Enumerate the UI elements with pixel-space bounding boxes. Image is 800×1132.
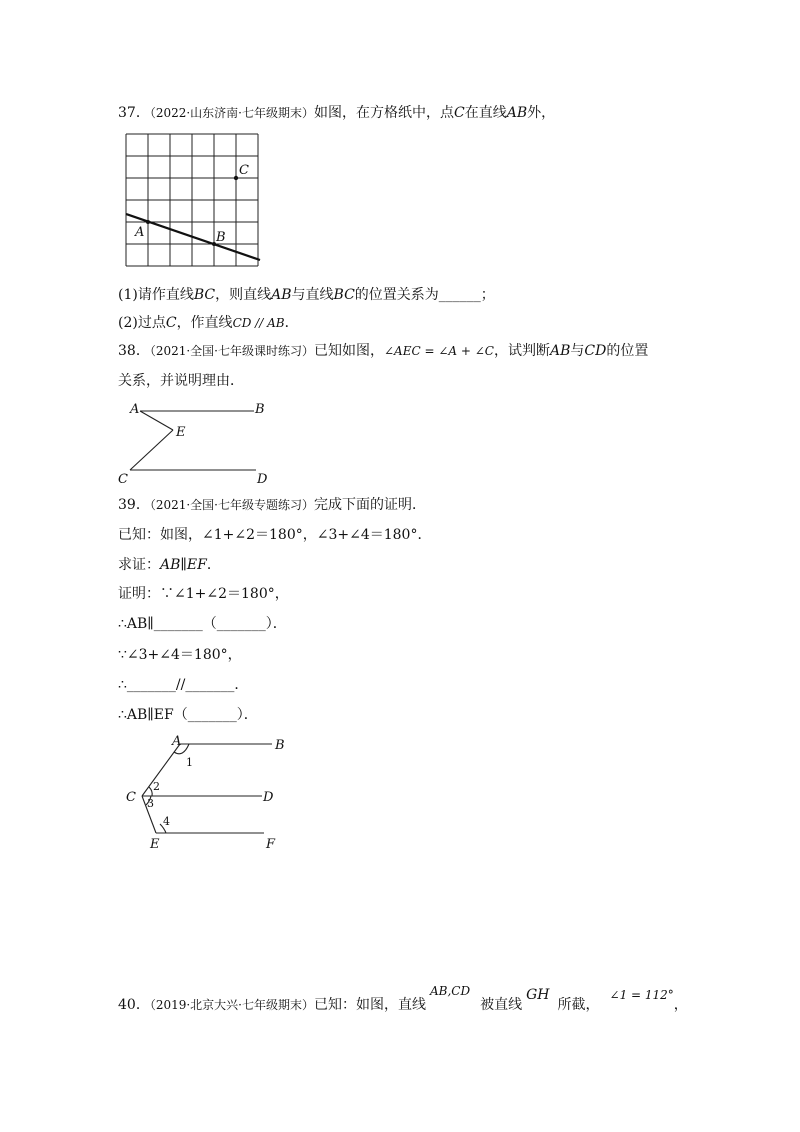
- q37-part1-text3: 与直线: [291, 287, 334, 303]
- q40-source: （2019·北京大兴·七年级期末）: [149, 998, 314, 1012]
- q37-stem-end: 外，: [527, 105, 556, 121]
- q37-part2-text: (2)过点: [118, 315, 166, 331]
- q39-label-a: A: [172, 734, 182, 749]
- q40-stem-text: 已知：如图，直线: [314, 997, 426, 1013]
- q39-angle-3: 3: [147, 797, 154, 810]
- q39-prove-end: ．: [206, 557, 221, 573]
- q39-label-e: E: [150, 837, 160, 852]
- q37-stem-text2: 在直线: [464, 105, 507, 121]
- q39-label-d: D: [263, 790, 274, 805]
- q38-condition: ∠AEC = ∠A + ∠C: [384, 344, 494, 358]
- q37-part1-ab: AB: [271, 287, 292, 303]
- q37-part1-end: ；: [480, 287, 495, 303]
- q39-step3[interactable]: ∴_______//_______．: [118, 677, 249, 693]
- q38-stem-text: 已知如图，: [314, 343, 384, 359]
- q37-part1-bc2: BC: [333, 287, 355, 303]
- q39-number: 39．: [118, 497, 150, 513]
- q37-label-a: A: [135, 225, 145, 240]
- q39-stem: 完成下面的证明．: [314, 497, 426, 513]
- q38-label-d: D: [257, 472, 268, 487]
- q37-part2-end: ．: [284, 315, 299, 331]
- q39-arc-2: [149, 787, 152, 796]
- q39-proof-intro: 证明：∵∠1+∠2＝180°，: [118, 586, 289, 602]
- q39-angle-2: 2: [153, 780, 160, 793]
- q39-angle-4: 4: [163, 815, 170, 828]
- q38-line2: 关系，并说明理由．: [118, 373, 244, 389]
- q37-label-b: B: [216, 230, 226, 245]
- q40-lines: AB,CD: [430, 984, 471, 998]
- q37-source: （2022·山东济南·七年级期末）: [149, 106, 314, 120]
- q39-source: （2021·全国·七年级专题练习）: [149, 498, 314, 512]
- q37-point-c: C: [454, 105, 465, 121]
- q37-part2-expr: CD // AB: [232, 316, 285, 330]
- q37-stem-text: 如图，在方格纸中，点: [314, 105, 454, 121]
- q37-part1-text: (1)请作直线: [118, 287, 194, 303]
- q37-part1-bc: BC: [193, 287, 216, 303]
- q38-label-b: B: [255, 402, 265, 417]
- q38-ab: AB: [550, 343, 571, 359]
- q38-stem-text3: 与: [570, 343, 585, 359]
- q39-given: 已知：如图，∠1+∠2＝180°，∠3+∠4＝180°．: [118, 527, 432, 543]
- q39-label-c: C: [126, 790, 136, 805]
- q38-source: （2021·全国·七年级课时练习）: [149, 344, 314, 358]
- q37-part1-text2: ，则直线: [215, 287, 272, 303]
- q39-label-b: B: [275, 738, 285, 753]
- q37-part1-blank[interactable]: ______: [438, 287, 481, 303]
- q38-number: 38．: [118, 343, 150, 359]
- q37-line-ab: AB: [506, 105, 528, 121]
- q38-stem-text4: 的位置: [606, 343, 649, 359]
- q40-stem-text3: 所截，: [557, 997, 600, 1013]
- q38-cd: CD: [584, 343, 607, 359]
- q40-stem-text2: 被直线: [480, 997, 523, 1013]
- q39-prove-statement: AB∥EF: [160, 557, 207, 573]
- q38-label-e: E: [176, 425, 186, 440]
- q39-step1[interactable]: ∴AB∥_______（_______）．: [118, 616, 287, 632]
- q39-step4[interactable]: ∴AB∥EF（_______）．: [118, 707, 258, 723]
- q40-gh: GH: [526, 987, 550, 1003]
- q37-number: 37．: [118, 105, 150, 121]
- q37-part2-text2: ，作直线: [176, 315, 233, 331]
- q38-label-c: C: [118, 472, 128, 487]
- q39-prove-label: 求证：: [118, 557, 160, 573]
- q39-angle-1: 1: [186, 756, 193, 769]
- q38-stem-text2: ，试判断: [494, 343, 550, 359]
- q40-line: [118, 984, 688, 1014]
- q40-number: 40．: [118, 997, 150, 1013]
- q37-part2-c: C: [165, 315, 177, 331]
- q37-label-c: C: [239, 163, 249, 178]
- q37-part1-text4: 的位置关系为: [354, 287, 439, 303]
- q40-angle: ∠1 = 112°: [609, 988, 674, 1002]
- q40-stem-end: ，: [673, 997, 688, 1013]
- q39-label-f: F: [266, 837, 276, 852]
- q39-step2: ∵∠3+∠4＝180°，: [118, 647, 242, 663]
- q38-label-a: A: [130, 402, 140, 417]
